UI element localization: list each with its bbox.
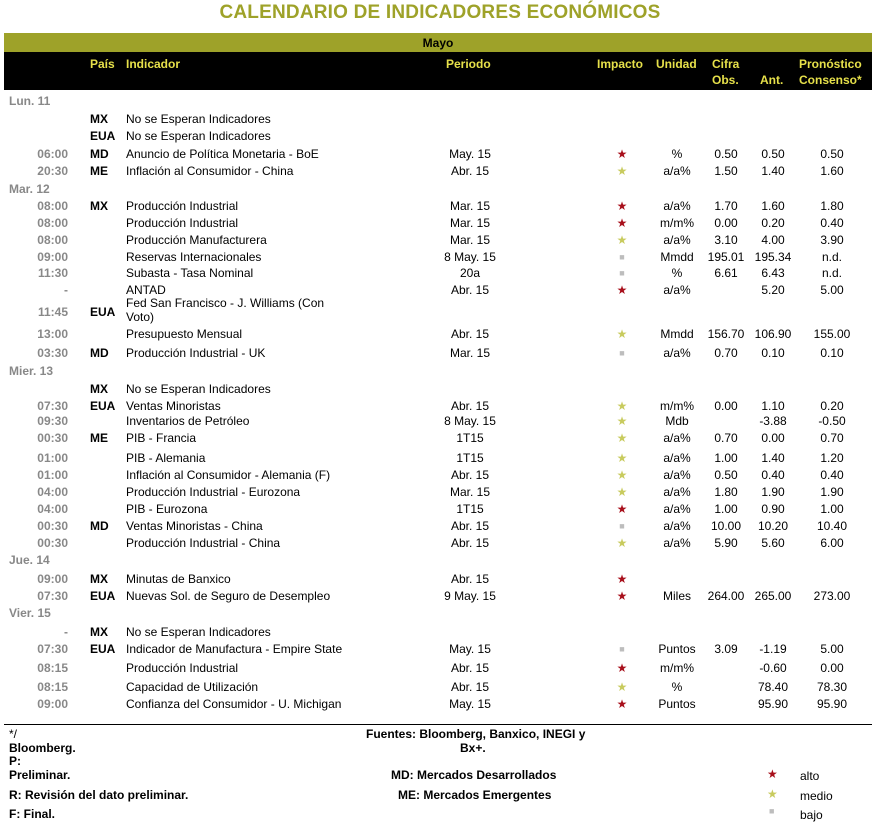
row-period: Abr. 15 bbox=[450, 399, 490, 413]
row-forecast: 0.50 bbox=[820, 147, 844, 161]
row-period: 1T15 bbox=[456, 502, 484, 516]
row-indicator: Subasta - Tasa Nominal bbox=[126, 266, 254, 280]
row-unit: a/a% bbox=[663, 431, 691, 445]
row-unit: a/a% bbox=[663, 502, 691, 516]
table-row bbox=[0, 451, 880, 468]
row-time: 07:30 bbox=[37, 642, 68, 656]
row-country: EUA bbox=[90, 305, 116, 319]
row-time: 09:00 bbox=[37, 572, 68, 586]
row-previous: 0.90 bbox=[761, 502, 785, 516]
row-impact-icon: ★ bbox=[616, 327, 628, 341]
table-row bbox=[0, 233, 880, 250]
row-impact-icon: ■ bbox=[619, 348, 625, 358]
table-row bbox=[0, 266, 880, 283]
row-period: 20a bbox=[459, 266, 481, 280]
row-impact-icon: ■ bbox=[619, 268, 625, 278]
row-observed: 156.70 bbox=[707, 327, 745, 341]
row-time: 00:30 bbox=[37, 519, 68, 533]
day-label-text: Lun. 11 bbox=[9, 94, 51, 108]
row-previous: 0.40 bbox=[761, 468, 785, 482]
row-previous: 5.60 bbox=[761, 536, 785, 550]
row-impact-icon: ★ bbox=[616, 233, 628, 247]
row-forecast: 0.70 bbox=[820, 431, 844, 445]
row-period: Abr. 15 bbox=[450, 519, 490, 533]
row-unit: m/m% bbox=[660, 216, 694, 230]
row-observed: 1.50 bbox=[714, 164, 738, 178]
legend-alto-label: alto bbox=[800, 769, 820, 783]
table-row bbox=[0, 414, 880, 431]
row-impact-icon: ★ bbox=[616, 536, 628, 550]
row-time: 01:00 bbox=[37, 451, 68, 465]
row-period: May. 15 bbox=[449, 697, 491, 711]
row-previous: 265.00 bbox=[754, 589, 792, 603]
row-previous: 6.43 bbox=[761, 266, 785, 280]
row-country: EUA bbox=[90, 589, 116, 603]
row-forecast: 3.90 bbox=[820, 233, 844, 247]
table-row bbox=[0, 250, 880, 267]
row-period: 1T15 bbox=[456, 451, 484, 465]
row-time: 00:30 bbox=[37, 536, 68, 550]
row-observed: 5.90 bbox=[714, 536, 738, 550]
row-observed: 0.00 bbox=[714, 399, 738, 413]
row-time: - bbox=[64, 625, 68, 639]
row-observed: 10.00 bbox=[710, 519, 742, 533]
header-pais: País bbox=[90, 57, 115, 71]
row-forecast: 0.40 bbox=[820, 468, 844, 482]
row-indicator: Producción Industrial - UK bbox=[126, 346, 266, 360]
row-indicator: No se Esperan Indicadores bbox=[126, 112, 271, 126]
row-country: MX bbox=[90, 625, 108, 639]
header-indicador: Indicador bbox=[126, 57, 181, 71]
row-impact-icon: ■ bbox=[619, 644, 625, 654]
row-forecast: 6.00 bbox=[820, 536, 844, 550]
row-forecast: 10.40 bbox=[816, 519, 848, 533]
row-period: Abr. 15 bbox=[450, 661, 490, 675]
legend-alto-icon: ★ bbox=[767, 767, 778, 781]
row-unit: a/a% bbox=[663, 199, 691, 213]
row-previous: 1.40 bbox=[761, 164, 785, 178]
row-indicator: Producción Industrial - China bbox=[126, 536, 281, 550]
table-row bbox=[0, 112, 880, 129]
month-band: Mayo bbox=[4, 33, 872, 52]
row-unit: Mdb bbox=[665, 414, 689, 428]
row-indicator: Reservas Internacionales bbox=[126, 250, 262, 264]
sources-line-2: Bx+. bbox=[460, 741, 486, 755]
row-period: Mar. 15 bbox=[449, 216, 491, 230]
row-forecast: 78.30 bbox=[816, 680, 848, 694]
row-forecast: 0.00 bbox=[820, 661, 844, 675]
row-impact-icon: ★ bbox=[616, 468, 628, 482]
row-unit: a/a% bbox=[663, 451, 691, 465]
row-forecast: -0.50 bbox=[818, 414, 846, 428]
row-indicator: Fed San Francisco - J. Williams (Con bbox=[126, 296, 325, 310]
row-indicator: Inflación al Consumidor - Alemania (F) bbox=[126, 468, 331, 482]
row-indicator: Inflación al Consumidor - China bbox=[126, 164, 294, 178]
table-row bbox=[0, 625, 880, 642]
row-observed: 0.50 bbox=[714, 468, 738, 482]
row-previous: 0.10 bbox=[761, 346, 785, 360]
row-indicator: No se Esperan Indicadores bbox=[126, 625, 271, 639]
row-period: Mar. 15 bbox=[449, 346, 491, 360]
row-time: 06:00 bbox=[37, 147, 68, 161]
row-impact-icon: ★ bbox=[616, 431, 628, 445]
header-cifra: Cifra bbox=[712, 57, 740, 71]
row-period: 8 May. 15 bbox=[444, 250, 496, 264]
row-impact-icon: ★ bbox=[616, 414, 628, 428]
row-impact-icon: ■ bbox=[619, 252, 625, 262]
row-impact-icon: ★ bbox=[616, 572, 628, 586]
day-label bbox=[0, 182, 880, 199]
row-period: Mar. 15 bbox=[449, 199, 491, 213]
day-label-text: Jue. 14 bbox=[9, 553, 50, 567]
table-row bbox=[0, 589, 880, 606]
table-row bbox=[0, 164, 880, 181]
row-time: 08:15 bbox=[37, 661, 68, 675]
row-observed: 3.10 bbox=[714, 233, 738, 247]
row-period: 8 May. 15 bbox=[444, 414, 496, 428]
row-indicator: ANTAD bbox=[126, 283, 166, 297]
row-forecast: n.d. bbox=[821, 250, 842, 264]
row-time: 08:00 bbox=[37, 199, 68, 213]
row-country: ME bbox=[90, 164, 108, 178]
row-time: 09:00 bbox=[37, 250, 68, 264]
row-period: Mar. 15 bbox=[449, 233, 491, 247]
row-previous: -3.88 bbox=[759, 414, 787, 428]
table-row bbox=[0, 199, 880, 216]
row-period: Abr. 15 bbox=[450, 468, 490, 482]
row-unit: % bbox=[671, 266, 683, 280]
header-ant: Ant. bbox=[760, 73, 784, 87]
row-impact-icon: ★ bbox=[616, 502, 628, 516]
row-unit: Puntos bbox=[658, 642, 696, 656]
row-observed: 0.70 bbox=[714, 346, 738, 360]
row-observed: 6.61 bbox=[714, 266, 738, 280]
sources-line-1: Fuentes: Bloomberg, Banxico, INEGI y bbox=[366, 727, 586, 741]
row-country: EUA bbox=[90, 129, 116, 143]
row-forecast: 1.00 bbox=[820, 502, 844, 516]
row-previous: 78.40 bbox=[757, 680, 789, 694]
table-header bbox=[4, 52, 872, 90]
row-unit: a/a% bbox=[663, 536, 691, 550]
table-row bbox=[0, 129, 880, 146]
table-row bbox=[0, 697, 880, 714]
row-unit: a/a% bbox=[663, 233, 691, 247]
row-forecast: 155.00 bbox=[813, 327, 851, 341]
row-country: MX bbox=[90, 382, 108, 396]
row-previous: 95.90 bbox=[757, 697, 789, 711]
row-impact-icon: ★ bbox=[616, 164, 628, 178]
row-country: EUA bbox=[90, 642, 116, 656]
legend-medio-icon: ★ bbox=[767, 787, 778, 801]
row-previous: 1.40 bbox=[761, 451, 785, 465]
row-time: 11:30 bbox=[37, 266, 68, 280]
row-time: 07:30 bbox=[37, 399, 68, 413]
row-unit: a/a% bbox=[663, 485, 691, 499]
row-unit: % bbox=[671, 680, 683, 694]
row-impact-icon: ★ bbox=[616, 451, 628, 465]
footnote-preliminar: Preliminar. bbox=[9, 768, 71, 782]
table-row bbox=[0, 431, 880, 448]
row-forecast: n.d. bbox=[821, 266, 842, 280]
row-country: ME bbox=[90, 431, 108, 445]
row-indicator: Confianza del Consumidor - U. Michigan bbox=[126, 697, 342, 711]
header-consenso: Consenso* bbox=[799, 73, 862, 87]
row-indicator: Indicador de Manufactura - Empire State bbox=[126, 642, 343, 656]
header-unidad: Unidad bbox=[656, 57, 697, 71]
row-time: 13:00 bbox=[37, 327, 68, 341]
row-forecast: 273.00 bbox=[813, 589, 851, 603]
row-unit: Puntos bbox=[658, 697, 696, 711]
row-observed: 264.00 bbox=[707, 589, 745, 603]
row-country: MX bbox=[90, 112, 108, 126]
row-previous: 0.00 bbox=[761, 431, 785, 445]
row-previous: 0.20 bbox=[761, 216, 785, 230]
table-row bbox=[0, 485, 880, 502]
row-impact-icon: ★ bbox=[616, 680, 628, 694]
row-time: 08:00 bbox=[37, 233, 68, 247]
row-impact-icon: ★ bbox=[616, 147, 628, 161]
row-previous: 0.50 bbox=[761, 147, 785, 161]
day-label bbox=[0, 364, 880, 381]
day-label-text: Mier. 13 bbox=[9, 364, 54, 378]
row-unit: Miles bbox=[662, 589, 691, 603]
row-time: - bbox=[64, 283, 68, 297]
row-period: Abr. 15 bbox=[450, 283, 490, 297]
table-row bbox=[0, 147, 880, 164]
row-impact-icon: ★ bbox=[616, 589, 628, 603]
row-indicator: Nuevas Sol. de Seguro de Desempleo bbox=[126, 589, 331, 603]
row-previous: 1.10 bbox=[761, 399, 785, 413]
row-period: Abr. 15 bbox=[450, 680, 490, 694]
row-indicator: No se Esperan Indicadores bbox=[126, 129, 271, 143]
header-obs: Obs. bbox=[712, 73, 739, 87]
table-row bbox=[0, 680, 880, 697]
row-country: MD bbox=[90, 519, 109, 533]
row-observed: 195.01 bbox=[707, 250, 745, 264]
row-country: MD bbox=[90, 346, 109, 360]
header-pronostico: Pronóstico bbox=[799, 57, 862, 71]
row-forecast: 1.20 bbox=[820, 451, 844, 465]
row-previous: 1.60 bbox=[761, 199, 785, 213]
row-forecast: 5.00 bbox=[820, 283, 844, 297]
row-period: 1T15 bbox=[456, 431, 484, 445]
footnote-revision: R: Revisión del dato preliminar. bbox=[9, 788, 189, 802]
row-previous: 4.00 bbox=[761, 233, 785, 247]
row-period: Abr. 15 bbox=[450, 572, 490, 586]
table-row bbox=[0, 382, 880, 399]
footnote-asterisk: */ bbox=[9, 727, 18, 741]
row-previous: 5.20 bbox=[761, 283, 785, 297]
row-impact-icon: ★ bbox=[616, 661, 628, 675]
row-forecast: 0.10 bbox=[820, 346, 844, 360]
table-row bbox=[0, 519, 880, 536]
row-unit: m/m% bbox=[660, 661, 694, 675]
row-indicator: Ventas Minoristas - China bbox=[126, 519, 263, 533]
row-time: 11:45 bbox=[37, 305, 68, 319]
row-observed: 3.09 bbox=[714, 642, 738, 656]
row-impact-icon: ★ bbox=[616, 697, 628, 711]
note-md: MD: Mercados Desarrollados bbox=[391, 768, 557, 782]
row-indicator: Anuncio de Política Monetaria - BoE bbox=[126, 147, 319, 161]
row-observed: 0.50 bbox=[714, 147, 738, 161]
row-forecast: 1.80 bbox=[820, 199, 844, 213]
row-impact-icon: ★ bbox=[616, 199, 628, 213]
day-label bbox=[0, 553, 880, 570]
row-time: 04:00 bbox=[37, 502, 68, 516]
day-label-text: Vier. 15 bbox=[9, 606, 51, 620]
footer-divider bbox=[4, 724, 872, 725]
row-forecast: 0.20 bbox=[820, 399, 844, 413]
row-indicator: Producción Manufacturera bbox=[126, 233, 267, 247]
day-label bbox=[0, 606, 880, 623]
row-country: MD bbox=[90, 147, 109, 161]
row-period: May. 15 bbox=[449, 642, 491, 656]
legend-bajo-icon: ■ bbox=[769, 806, 775, 816]
row-period: 9 May. 15 bbox=[444, 589, 496, 603]
row-time: 08:15 bbox=[37, 680, 68, 694]
row-indicator: Inventarios de Petróleo bbox=[126, 414, 250, 428]
row-indicator: Producción Industrial bbox=[126, 661, 239, 675]
row-impact-icon: ★ bbox=[616, 399, 628, 413]
row-indicator: PIB - Francia bbox=[126, 431, 197, 445]
table-row bbox=[0, 468, 880, 485]
row-unit: a/a% bbox=[663, 283, 691, 297]
footnote-p: P: bbox=[9, 754, 21, 768]
table-row bbox=[0, 216, 880, 233]
row-previous: 106.90 bbox=[754, 327, 792, 341]
row-observed: 1.70 bbox=[714, 199, 738, 213]
row-period: May. 15 bbox=[449, 147, 491, 161]
row-indicator: Producción Industrial bbox=[126, 216, 239, 230]
row-unit: m/m% bbox=[660, 399, 694, 413]
day-label bbox=[0, 94, 880, 111]
table-row bbox=[0, 502, 880, 519]
row-unit: % bbox=[671, 147, 683, 161]
row-impact-icon: ★ bbox=[616, 216, 628, 230]
row-observed: 1.80 bbox=[714, 485, 738, 499]
row-unit: a/a% bbox=[663, 468, 691, 482]
table-row bbox=[0, 327, 880, 344]
row-previous: -1.19 bbox=[759, 642, 787, 656]
table-row bbox=[0, 296, 880, 324]
row-previous: 1.90 bbox=[761, 485, 785, 499]
row-time: 03:30 bbox=[37, 346, 68, 360]
row-previous: 10.20 bbox=[757, 519, 789, 533]
note-me: ME: Mercados Emergentes bbox=[398, 788, 552, 802]
row-time: 09:00 bbox=[37, 697, 68, 711]
row-indicator: Producción Industrial bbox=[126, 199, 239, 213]
row-indicator: No se Esperan Indicadores bbox=[126, 382, 271, 396]
row-time: 09:30 bbox=[37, 414, 68, 428]
row-unit: a/a% bbox=[663, 519, 691, 533]
header-periodo: Periodo bbox=[446, 57, 491, 71]
row-time: 04:00 bbox=[37, 485, 68, 499]
row-forecast: 0.40 bbox=[820, 216, 844, 230]
footnote-bloomberg: Bloomberg. bbox=[9, 741, 76, 755]
legend-medio-label: medio bbox=[800, 789, 833, 803]
table-row bbox=[0, 642, 880, 659]
row-time: 01:00 bbox=[37, 468, 68, 482]
row-indicator: PIB - Alemania bbox=[126, 451, 206, 465]
row-forecast: 95.90 bbox=[816, 697, 848, 711]
legend-bajo-label: bajo bbox=[800, 808, 823, 822]
row-observed: 1.00 bbox=[714, 451, 738, 465]
row-previous: -0.60 bbox=[759, 661, 787, 675]
row-unit: a/a% bbox=[663, 164, 691, 178]
row-forecast: 1.90 bbox=[820, 485, 844, 499]
row-indicator: Presupuesto Mensual bbox=[126, 327, 243, 341]
row-country: MX bbox=[90, 572, 108, 586]
row-indicator: PIB - Eurozona bbox=[126, 502, 208, 516]
row-indicator-continued: Voto) bbox=[126, 310, 155, 324]
row-indicator: Producción Industrial - Eurozona bbox=[126, 485, 301, 499]
row-time: 20:30 bbox=[37, 164, 68, 178]
row-time: 07:30 bbox=[37, 589, 68, 603]
row-observed: 0.70 bbox=[714, 431, 738, 445]
footnote-final: F: Final. bbox=[9, 807, 55, 821]
row-impact-icon: ■ bbox=[619, 521, 625, 531]
row-period: Mar. 15 bbox=[449, 485, 491, 499]
row-period: Abr. 15 bbox=[450, 536, 490, 550]
row-indicator: Capacidad de Utilización bbox=[126, 680, 259, 694]
row-impact-icon: ★ bbox=[616, 485, 628, 499]
row-previous: 195.34 bbox=[754, 250, 792, 264]
row-indicator: Ventas Minoristas bbox=[126, 399, 221, 413]
row-time: 08:00 bbox=[37, 216, 68, 230]
table-row bbox=[0, 661, 880, 678]
header-impacto: Impacto bbox=[597, 57, 644, 71]
day-label-text: Mar. 12 bbox=[9, 182, 50, 196]
row-unit: a/a% bbox=[663, 346, 691, 360]
row-observed: 0.00 bbox=[714, 216, 738, 230]
row-forecast: 5.00 bbox=[820, 642, 844, 656]
table-row bbox=[0, 536, 880, 553]
row-forecast: 1.60 bbox=[820, 164, 844, 178]
row-unit: Mmdd bbox=[660, 250, 694, 264]
row-indicator: Minutas de Banxico bbox=[126, 572, 231, 586]
row-period: Abr. 15 bbox=[450, 164, 490, 178]
row-country: EUA bbox=[90, 399, 116, 413]
row-impact-icon: ★ bbox=[616, 283, 628, 297]
row-period: Abr. 15 bbox=[450, 327, 490, 341]
page-title: CALENDARIO DE INDICADORES ECONÓMICOS bbox=[219, 2, 661, 23]
table-row bbox=[0, 346, 880, 363]
row-observed: 1.00 bbox=[714, 502, 738, 516]
row-country: MX bbox=[90, 199, 108, 213]
row-time: 00:30 bbox=[37, 431, 68, 445]
table-row bbox=[0, 572, 880, 589]
row-unit: Mmdd bbox=[660, 327, 694, 341]
